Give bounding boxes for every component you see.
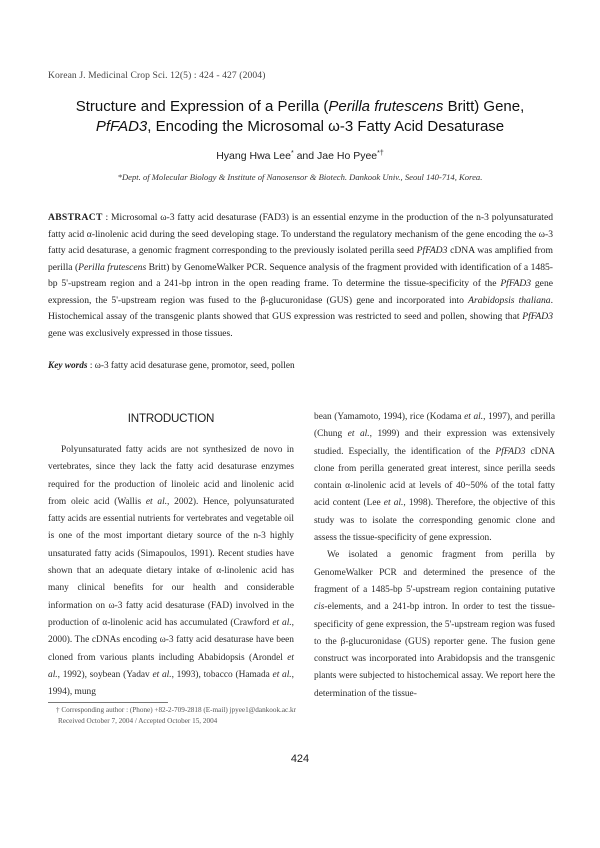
body-italic: et al. (48, 652, 294, 680)
body-text: , 1992), soybean (Yadav (57, 669, 153, 680)
body-italic: PfFAD3 (495, 446, 526, 457)
body-italic: et al. (383, 498, 404, 509)
body-text: , 1994), mung (48, 669, 294, 698)
title-species-italic: Perilla frutescens (328, 98, 444, 115)
footnote-received-date: Received October 7, 2004 / Accepted October 15, 2004 (58, 717, 218, 725)
body-text: , 2000). The cDNAs encoding ω-3 fatty acid desaturase have been cloned from various plants including Ababidopsis (Arondel (48, 617, 295, 663)
body-italic: cis (314, 602, 325, 613)
abstract-text: . Histochemical assay of the transgenic plants showed that GUS expression was restricted to seed and pollen, showing that (48, 294, 553, 322)
abstract-text: gene was exclusively expressed in those tissues. (48, 327, 233, 339)
keywords-label: Key words (48, 361, 88, 371)
footnote-rule (48, 702, 168, 703)
abstract-separator: : (102, 212, 111, 223)
abstract-text: gene expression, the 5'-upstream region was fused to the β-glucuronidase (GUS) gene and incorporated into (48, 278, 553, 306)
title-text: , Encoding the Microsomal ω-3 Fatty Acid Desaturase (147, 118, 505, 135)
body-text: , 1998). Therefore, the objective of this study was to isolate the corresponding genomic clone and assess the tissue-specificity of gene expression. (314, 498, 556, 544)
body-text: , 1999) and their expression was extensively studied. Especially, the identification of the (314, 429, 555, 457)
keywords-text: : ω-3 fatty acid desaturase gene, promotor, seed, pollen (87, 361, 295, 371)
body-italic: et al. (272, 617, 292, 628)
title-text: Structure and Expression of a Perilla ( (75, 98, 329, 115)
abstract-italic: Perilla frutescens (78, 261, 147, 273)
article-title-line-2 (30, 117, 570, 137)
title-text: Britt) Gene, (443, 98, 525, 115)
body-italic: et al. (464, 412, 484, 422)
journal-reference: Korean J. Medicinal Crop Sci. 12(5) : 424 - 427 (2004) (48, 70, 266, 81)
abstract-label: ABSTRACT (48, 212, 103, 223)
keywords (48, 361, 295, 371)
page-number: 424 (290, 753, 310, 765)
author-conjunction: and (293, 150, 318, 162)
abstract-italic: PfFAD3 (522, 311, 553, 322)
body-italic: et al. (347, 429, 370, 440)
title-gene-italic: PfFAD3 (95, 118, 148, 135)
body-text: , 2002). Hence, polyunsaturated fatty acids are essential nutrients for vertebrates and vegetable oil is one of the most important dietary source of the n-3 highly unsaturated fatty acids (Simapoulos, 1991). Recent studies have shown that an adequate dietary intake of α-linolenic acid has many clinical benefits for our health and considerable information on ω-3 fatty acid desaturase (FAD) involved in the production of α-linolenic acid has accumulated (Crawford (48, 496, 295, 628)
footnote-corresponding-author: † Corresponding author : (Phone) +82-2-709-2818 (E-mail) jpyee1@dankook.ac.kr (56, 706, 297, 714)
body-italic: et al. (272, 669, 292, 680)
body-text: , 1993), tobacco (Hamada (171, 669, 273, 680)
body-text: Polyunsaturated fatty acids are not synthesized de novo in vertebrates, since they lack the fatty acid desaturase enzymes required for the production of linoleic acid and linolenic acid from oleic acid (Wallis (48, 445, 294, 507)
body-text: We isolated a genomic fragment from perilla by GenomeWalker PCR and determined the presence of the fragment of a 1485-bp 5'-upstream region containing putative (314, 550, 555, 595)
abstract-text: Britt) by GenomeWalker PCR. Sequence analysis of the fragment provided with identification of a 1485-bp 5'-upstream region and a 241-bp intron in the open reading frame. To determine the tissue-specificity of the (48, 261, 553, 289)
right-column (314, 409, 555, 703)
body-text: , 1997), and perilla (Chung (314, 412, 555, 440)
body-text: cDNA clone from perilla generated great interest, since perilla seeds contain α-linolenic acid at levels of 40~50% of the total fatty acid content (Lee (314, 446, 555, 509)
author-mark: * (290, 150, 294, 157)
body-text: -elements, and a 241-bp intron. In order to test the tissue-specificity of gene expression, the 5'-upstream region was fused to the β-glucuronidase (GUS) reporter gene. The fusion gene construct was incorporated into Arabidopsis and the transgenic plants were subjected to histochemical assay. We report here the determination of the tissue- (314, 602, 555, 699)
body-italic: et al. (145, 496, 168, 507)
abstract-italic: PfFAD3 (500, 278, 532, 289)
abstract-text: cDNA was amplified from perilla ( (48, 245, 553, 273)
paragraph (314, 409, 555, 547)
author-list (0, 150, 600, 162)
left-column (48, 442, 294, 701)
affiliation: *Dept. of Molecular Biology & Institute of Nanosensor & Biotech. Dankook Univ., Seoul 140-714, Korea. (117, 172, 483, 182)
author-mark: *† (377, 150, 384, 157)
section-heading-introduction: INTRODUCTION (127, 412, 215, 425)
abstract-italic: Arabidopsis thaliana (468, 294, 551, 306)
author-name: Jae Ho Pyee (317, 150, 378, 162)
article-title-line-1 (30, 97, 570, 117)
body-italic: et al. (152, 669, 172, 680)
abstract-italic: PfFAD3 (416, 245, 448, 256)
abstract-text: Microsomal ω-3 fatty acid desaturase (FAD3) is an essential enzyme in the production of the n-3 polyunsaturated fatty acid α-linolenic acid during the seed developing stage. To understand the regulatory mechanism of the gene encoding the ω-3 fatty acid desaturase, a genomic fragment corresponding to the previously isolated perilla seed (48, 212, 553, 256)
abstract (48, 210, 553, 342)
paragraph (314, 547, 555, 703)
paragraph (48, 442, 294, 701)
author-name: Hyang Hwa Lee (216, 150, 291, 162)
body-text: bean (Yamamoto, 1994), rice (Kodama (314, 412, 465, 422)
